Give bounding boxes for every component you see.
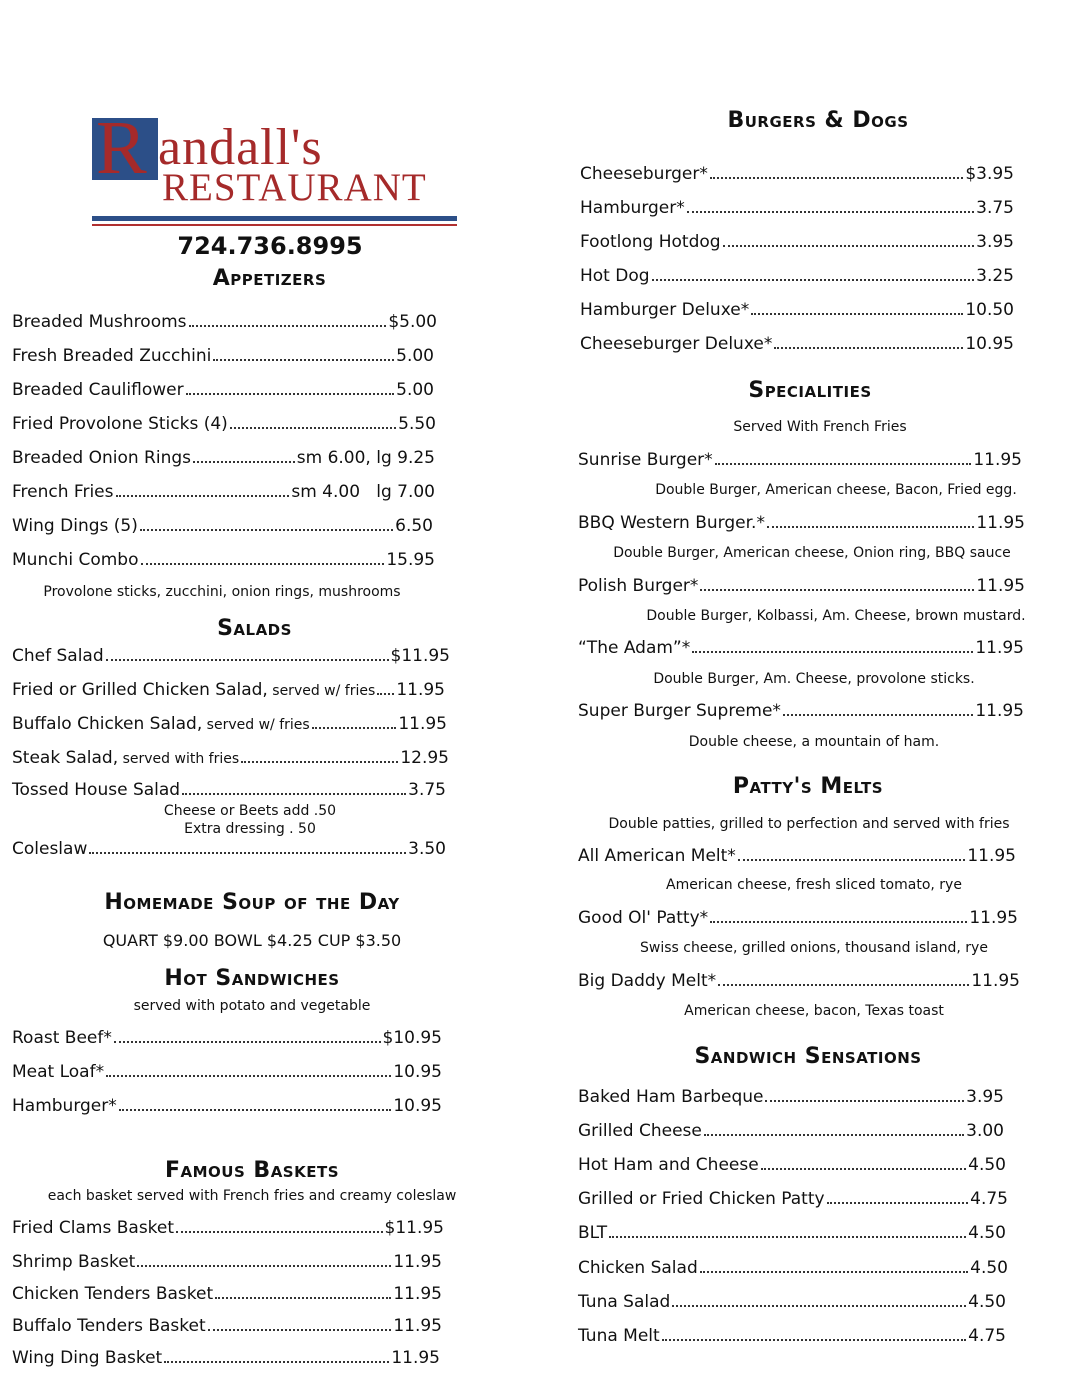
menu-item: Super Burger Supreme* 11.95: [578, 701, 1024, 721]
heading-sandwich-sensations: Sandwich Sensations: [694, 1044, 922, 1069]
heading-baskets: Famous Baskets: [164, 1158, 340, 1183]
menu-item: Grilled Cheese 3.00: [578, 1121, 1004, 1141]
salad-note: Extra dressing . 50: [184, 821, 316, 837]
menu-item: Footlong Hotdog 3.95: [580, 232, 1014, 252]
heading-appetizers: Appetizers: [212, 266, 327, 291]
menu-item: Shrimp Basket 11.95: [12, 1252, 442, 1272]
menu-item: Tuna Melt 4.75: [578, 1326, 1006, 1346]
logo-initial: R: [96, 106, 147, 190]
menu-item: Munchi Combo 15.95: [12, 550, 435, 570]
menu-item: Hot Ham and Cheese 4.50: [578, 1155, 1006, 1175]
menu-item: Buffalo Tenders Basket 11.95: [12, 1316, 442, 1336]
hot-note: served with potato and vegetable: [133, 998, 371, 1014]
menu-item: Sunrise Burger* 11.95: [578, 450, 1022, 470]
menu-item: Wing Dings (5) 6.50: [12, 516, 433, 536]
menu-item: Hamburger* 10.95: [12, 1096, 442, 1116]
menu-item: Meat Loaf* 10.95: [12, 1062, 442, 1082]
menu-item: Fresh Breaded Zucchini 5.00: [12, 346, 434, 366]
salad-note: Cheese or Beets add .50: [163, 803, 337, 819]
menu-item: Fried or Grilled Chicken Salad, served w/ fries 11.95: [12, 680, 445, 700]
appetizer-note: Provolone sticks, zucchini, onion rings, mushrooms: [43, 584, 401, 600]
menu-item: Fried Clams Basket $11.95: [12, 1218, 444, 1238]
baskets-note: each basket served with French fries and creamy coleslaw: [47, 1188, 457, 1204]
menu-item: BLT 4.50: [578, 1223, 1006, 1243]
logo-divider-blue: [92, 216, 457, 221]
item-description: Double Burger, Kolbassi, Am. Cheese, brown mustard.: [646, 608, 1026, 624]
menu-item: Chicken Salad 4.50: [578, 1258, 1008, 1278]
restaurant-logo: [92, 106, 457, 236]
melts-note: Double patties, grilled to perfection and served with fries: [608, 816, 1010, 832]
menu-item: Breaded Mushrooms $5.00: [12, 312, 437, 332]
heading-specialities: Specialities: [748, 378, 872, 403]
logo-name: andall's: [158, 119, 323, 176]
heading-hot-sandwiches: Hot Sandwiches: [164, 966, 340, 991]
menu-item: Coleslaw 3.50: [12, 839, 446, 859]
logo-restaurant-word: RESTAURANT: [162, 166, 427, 209]
item-description: Swiss cheese, grilled onions, thousand island, rye: [640, 940, 988, 956]
specialities-note: Served With French Fries: [733, 419, 907, 435]
menu-item: Hamburger Deluxe* 10.50: [580, 300, 1014, 320]
soup-prices: QUART $9.00 BOWL $4.25 CUP $3.50: [102, 931, 402, 950]
menu-item: Hot Dog 3.25: [580, 266, 1014, 286]
menu-item: French Fries sm 4.00 lg 7.00: [12, 482, 435, 502]
heading-soup: Homemade Soup of the Day: [104, 890, 400, 915]
menu-item: Breaded Onion Rings sm 6.00, lg 9.25: [12, 448, 435, 468]
menu-item: Steak Salad, served with fries 12.95: [12, 748, 449, 768]
item-description: Double Burger, Am. Cheese, provolone sticks.: [653, 671, 975, 687]
heading-pattys-melts: Patty's Melts: [732, 774, 884, 799]
menu-item: Tuna Salad 4.50: [578, 1292, 1006, 1312]
menu-item: Roast Beef* $10.95: [12, 1028, 442, 1048]
item-description: American cheese, fresh sliced tomato, rye: [666, 877, 962, 893]
menu-item: Big Daddy Melt* 11.95: [578, 971, 1020, 991]
heading-burgers: Burgers & Dogs: [727, 108, 909, 133]
menu-item: Polish Burger* 11.95: [578, 576, 1025, 596]
menu-item: Fried Provolone Sticks (4) 5.50: [12, 414, 436, 434]
menu-item: Good Ol' Patty* 11.95: [578, 908, 1018, 928]
item-description: Double Burger, American cheese, Bacon, Fried egg.: [655, 482, 1017, 498]
logo-divider-red: [92, 224, 457, 226]
menu-item: Hamburger* 3.75: [580, 198, 1014, 218]
menu-item: All American Melt* 11.95: [578, 846, 1016, 866]
menu-item: Buffalo Chicken Salad, served w/ fries 11.95: [12, 714, 447, 734]
item-description: Double Burger, American cheese, Onion ring, BBQ sauce: [613, 545, 1011, 561]
item-description: American cheese, bacon, Texas toast: [684, 1003, 944, 1019]
menu-item: “The Adam”* 11.95: [578, 638, 1024, 658]
menu-item: Grilled or Fried Chicken Patty 4.75: [578, 1189, 1008, 1209]
menu-item: Baked Ham Barbeque 3.95: [578, 1087, 1004, 1107]
menu-item: BBQ Western Burger.* 11.95: [578, 513, 1025, 533]
item-description: Double cheese, a mountain of ham.: [688, 734, 940, 750]
heading-salads: Salads: [217, 616, 292, 641]
menu-item: Wing Ding Basket 11.95: [12, 1348, 440, 1368]
phone-number: 724.736.8995: [177, 232, 363, 260]
menu-item: Tossed House Salad 3.75: [12, 780, 446, 800]
menu-item: Breaded Cauliflower 5.00: [12, 380, 434, 400]
menu-item: Chef Salad $11.95: [12, 646, 450, 666]
menu-item: Cheeseburger* $3.95: [580, 164, 1014, 184]
menu-item: Cheeseburger Deluxe* 10.95: [580, 334, 1014, 354]
menu-item: Chicken Tenders Basket 11.95: [12, 1284, 442, 1304]
